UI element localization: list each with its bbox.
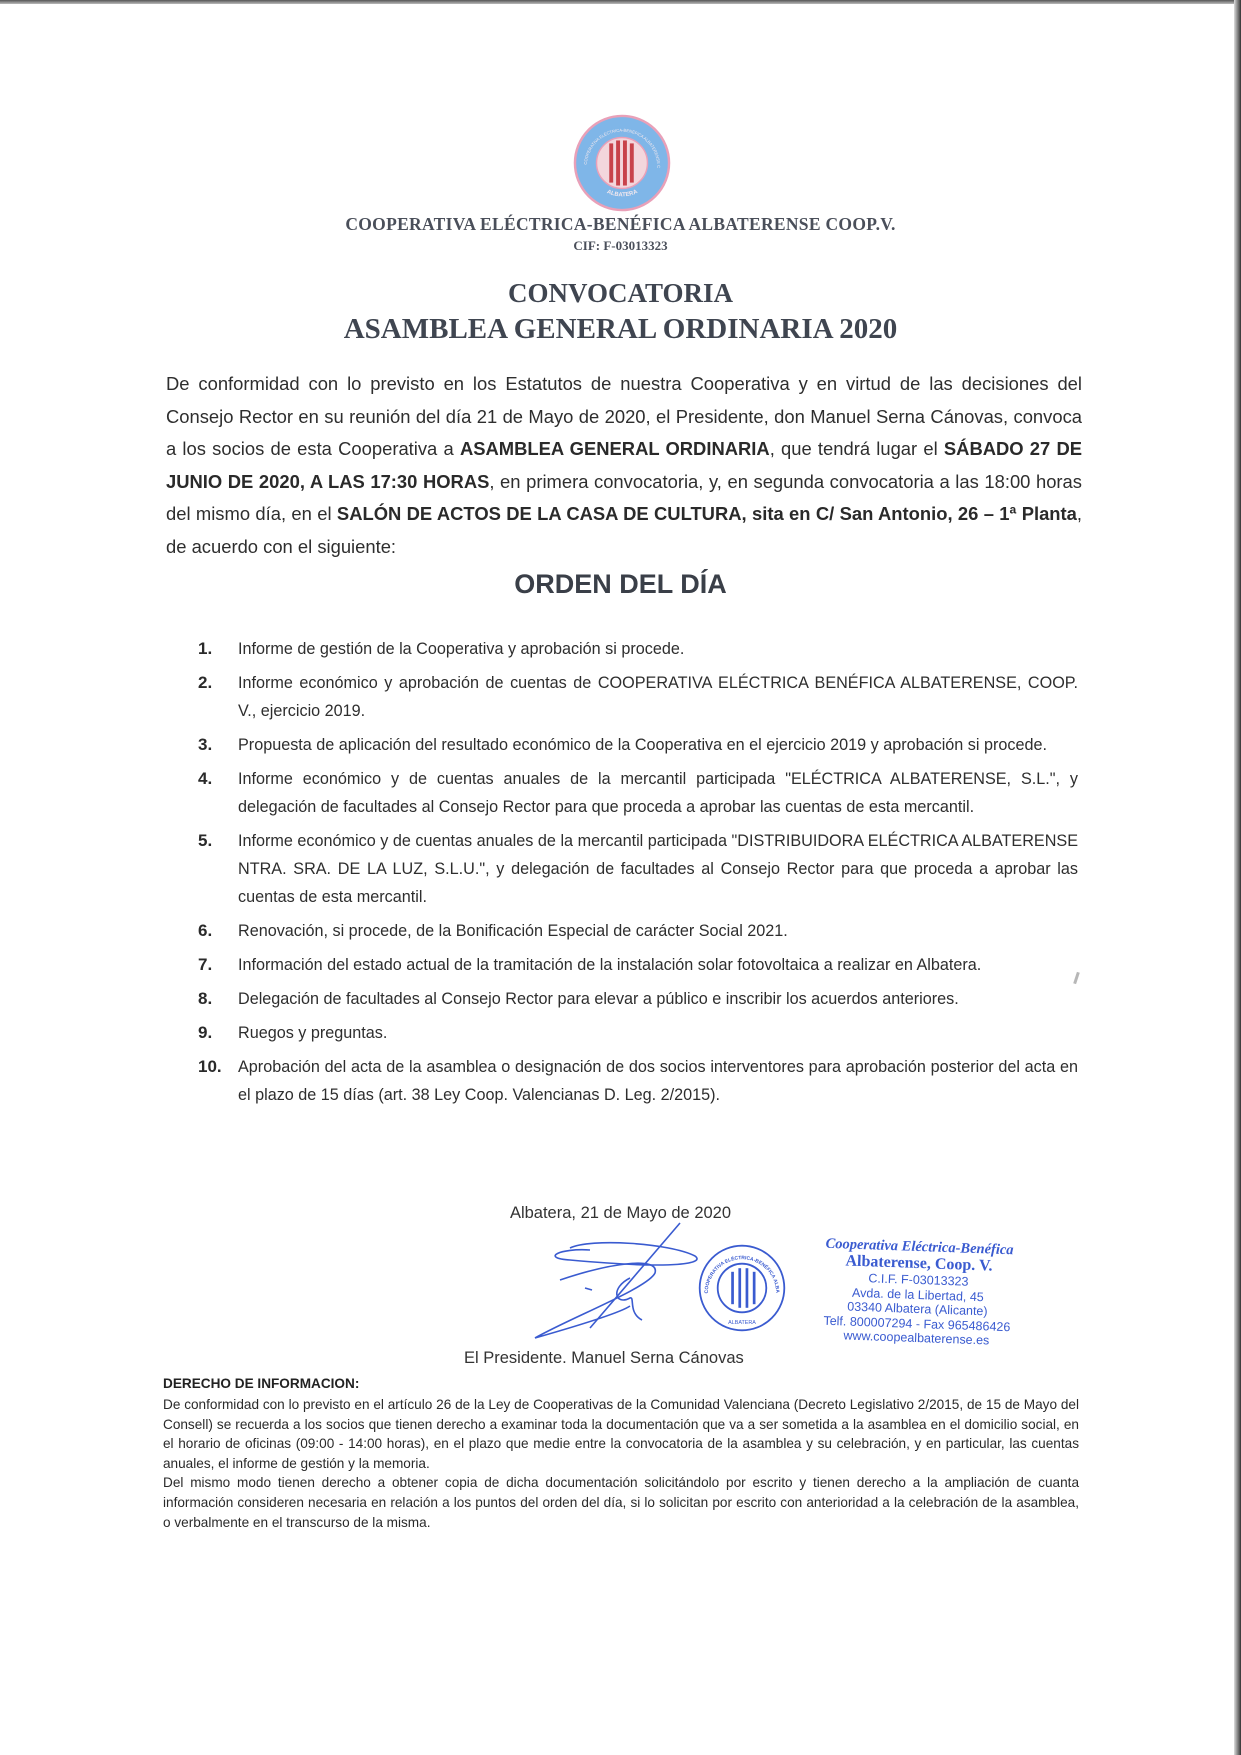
organization-cif: CIF: F-03013323 bbox=[573, 238, 668, 253]
agenda-item bbox=[198, 765, 1078, 821]
stamp-website: www.coopealbaterense.es bbox=[843, 1328, 990, 1348]
stamp-address: Avda. de la Libertad, 45 bbox=[851, 1285, 985, 1304]
signer-name: El Presidente. Manuel Serna Cánovas bbox=[464, 1349, 744, 1367]
company-stamp bbox=[786, 1234, 1050, 1350]
stamp-phone-fax: Telf. 800007294 - Fax 965486426 bbox=[823, 1313, 1011, 1334]
agenda-item-number: 10. bbox=[198, 1057, 222, 1076]
stamp-cif: C.I.F. F-03013323 bbox=[868, 1271, 969, 1289]
agenda-item-number: 1. bbox=[198, 639, 213, 658]
scan-top-edge bbox=[0, 0, 1241, 4]
agenda-item-number: 3. bbox=[198, 735, 213, 754]
agenda-item-text: Informe económico y de cuentas anuales de la mercantil participada "ELÉCTRICA ALBATERENSE, S.L.", y delegación de facultades al Consejo Rector para que proceda a aprobar las cuentas de esta mercantil. bbox=[238, 770, 1078, 816]
intro-text: , que tendrá lugar el bbox=[769, 438, 944, 459]
agenda-item bbox=[198, 951, 1078, 979]
agenda-item bbox=[198, 827, 1078, 911]
agenda-item-text: Aprobación del acta de la asamblea o designación de dos socios interventores para aprobación posterior del acta en el plazo de 15 días (art. 38 Ley Coop. Valencianas D. Leg. 2/2015). bbox=[238, 1058, 1078, 1104]
agenda-item-text: Informe económico y aprobación de cuentas de COOPERATIVA ELÉCTRICA BENÉFICA ALBATERENSE, COOP. V., ejercicio 2019. bbox=[238, 674, 1078, 720]
agenda-item-text: Delegación de facultades al Consejo Rector para elevar a público e inscribir los acuerdos anteriores. bbox=[238, 990, 959, 1008]
information-rights-paragraph: De conformidad con lo previsto en el artículo 26 de la Ley de Cooperativas de la Comunidad Valenciana (Decreto Legislativo 2/2015, de 15 de Mayo del Consell) se recuerda a los socios que tienen derecho a examinar toda la documentación que va a ser sometida a la asamblea en el domicilio social, en el horario de oficinas (09:00 - 14:00 horas), en el plazo que medie entre la convocatoria de la asamblea y su celebración, y en particular, las cuentas anuales, el informe de gestión y la memoria. bbox=[163, 1397, 1079, 1471]
agenda-item-text: Propuesta de aplicación del resultado económico de la Cooperativa en el ejercicio 2019 y aprobación si procede. bbox=[238, 736, 1047, 754]
intro-text: , de acuerdo con el siguiente: bbox=[166, 503, 1083, 557]
svg-text:ALBATERA: ALBATERA bbox=[605, 189, 639, 199]
agenda-item-number: 8. bbox=[198, 989, 213, 1008]
cooperative-logo bbox=[573, 114, 671, 212]
intro-bold-assembly: ASAMBLEA GENERAL ORDINARIA bbox=[459, 438, 770, 459]
intro-text: De conformidad con lo previsto en los Estatutos de nuestra Cooperativa y en virtud de las decisiones del Consejo Rector en su reunión del día 21 de Mayo de 2020, el Presidente, don Manuel Serna Cánovas, convoca a los socios de esta Cooperativa a bbox=[166, 373, 1082, 459]
round-seal bbox=[697, 1243, 787, 1333]
scan-right-edge bbox=[1234, 0, 1241, 1755]
agenda-item-text: Renovación, si procede, de la Bonificación Especial de carácter Social 2021. bbox=[238, 922, 788, 940]
svg-text:COOPERATIVA ELÉCTRICA-BENÉFICA: COOPERATIVA ELÉCTRICA-BENÉFICA ALBATERENSE C bbox=[582, 127, 662, 169]
information-rights-paragraph: Del mismo modo tienen derecho a obtener copia de dicha documentación solicitándolo por escrito y tienen derecho a la ampliación de cuanta información consideren necesaria en relación a los puntos del orden del día, si lo solicitan por escrito con anterioridad a la celebración de la asamblea, o verbalmente en el transcurso de la misma. bbox=[163, 1475, 1079, 1530]
stamp-company-name-line2: Albaterense, Coop. V. bbox=[845, 1252, 993, 1275]
svg-text:COOPERATIVA ELÉCTRICA-BENÉFICA: COOPERATIVA ELÉCTRICA-BENÉFICA ALBA bbox=[704, 1256, 780, 1294]
information-rights-text bbox=[163, 1395, 1079, 1532]
agenda-heading: ORDEN DEL DÍA bbox=[514, 569, 727, 599]
information-rights-heading: DERECHO DE INFORMACION: bbox=[163, 1376, 360, 1391]
intro-bold-location: SALÓN DE ACTOS DE LA CASA DE CULTURA, sita en C/ San Antonio, 26 – 1ª Planta bbox=[336, 503, 1077, 524]
handwritten-signature bbox=[530, 1218, 720, 1343]
agenda-item-text: Informe de gestión de la Cooperativa y aprobación si procede. bbox=[238, 640, 685, 658]
agenda-item-number: 6. bbox=[198, 921, 213, 940]
svg-text:ALBATERA: ALBATERA bbox=[728, 1320, 756, 1326]
intro-text: , en primera convocatoria, y, en segunda convocatoria a las 18:00 horas del mismo día, en el bbox=[166, 470, 1082, 524]
agenda-item-text: Ruegos y preguntas. bbox=[238, 1024, 388, 1042]
agenda-item-number: 5. bbox=[198, 831, 213, 850]
agenda-item bbox=[198, 917, 1078, 945]
agenda-item bbox=[198, 669, 1078, 725]
document-subtitle: ASAMBLEA GENERAL ORDINARIA 2020 bbox=[343, 313, 898, 345]
stamp-city: 03340 Albatera (Alicante) bbox=[847, 1299, 988, 1319]
agenda-list bbox=[198, 635, 1078, 1115]
agenda-item-number: 9. bbox=[198, 1023, 213, 1042]
document-title: CONVOCATORIA bbox=[508, 278, 733, 308]
place-and-date: Albatera, 21 de Mayo de 2020 bbox=[509, 1204, 732, 1222]
organization-name: COOPERATIVA ELÉCTRICA-BENÉFICA ALBATERENSE COOP.V. bbox=[345, 214, 896, 234]
agenda-item-number: 2. bbox=[198, 673, 213, 692]
agenda-item-number: 4. bbox=[198, 769, 213, 788]
stamp-company-name: Cooperativa Eléctrica-Benéfica bbox=[825, 1235, 1014, 1259]
agenda-item-number: 7. bbox=[198, 955, 213, 974]
intro-bold-date: SÁBADO 27 DE JUNIO DE 2020, A LAS 17:30 HORAS bbox=[166, 438, 1083, 492]
intro-paragraph bbox=[166, 368, 1082, 563]
agenda-item bbox=[198, 1053, 1078, 1109]
agenda-item-text: Informe económico y de cuentas anuales de la mercantil participada "DISTRIBUIDORA ELÉCTRICA ALBATERENSE NTRA. SRA. DE LA LUZ, S.L.U.", y delegación de facultades al Consejo Rector para que proceda a aprobar las cuentas de esta mercantil. bbox=[238, 832, 1078, 906]
agenda-item bbox=[198, 635, 1078, 663]
agenda-item bbox=[198, 731, 1078, 759]
agenda-item bbox=[198, 1019, 1078, 1047]
agenda-item bbox=[198, 985, 1078, 1013]
agenda-item-text: Información del estado actual de la tramitación de la instalación solar fotovoltaica a realizar en Albatera. bbox=[238, 956, 982, 974]
